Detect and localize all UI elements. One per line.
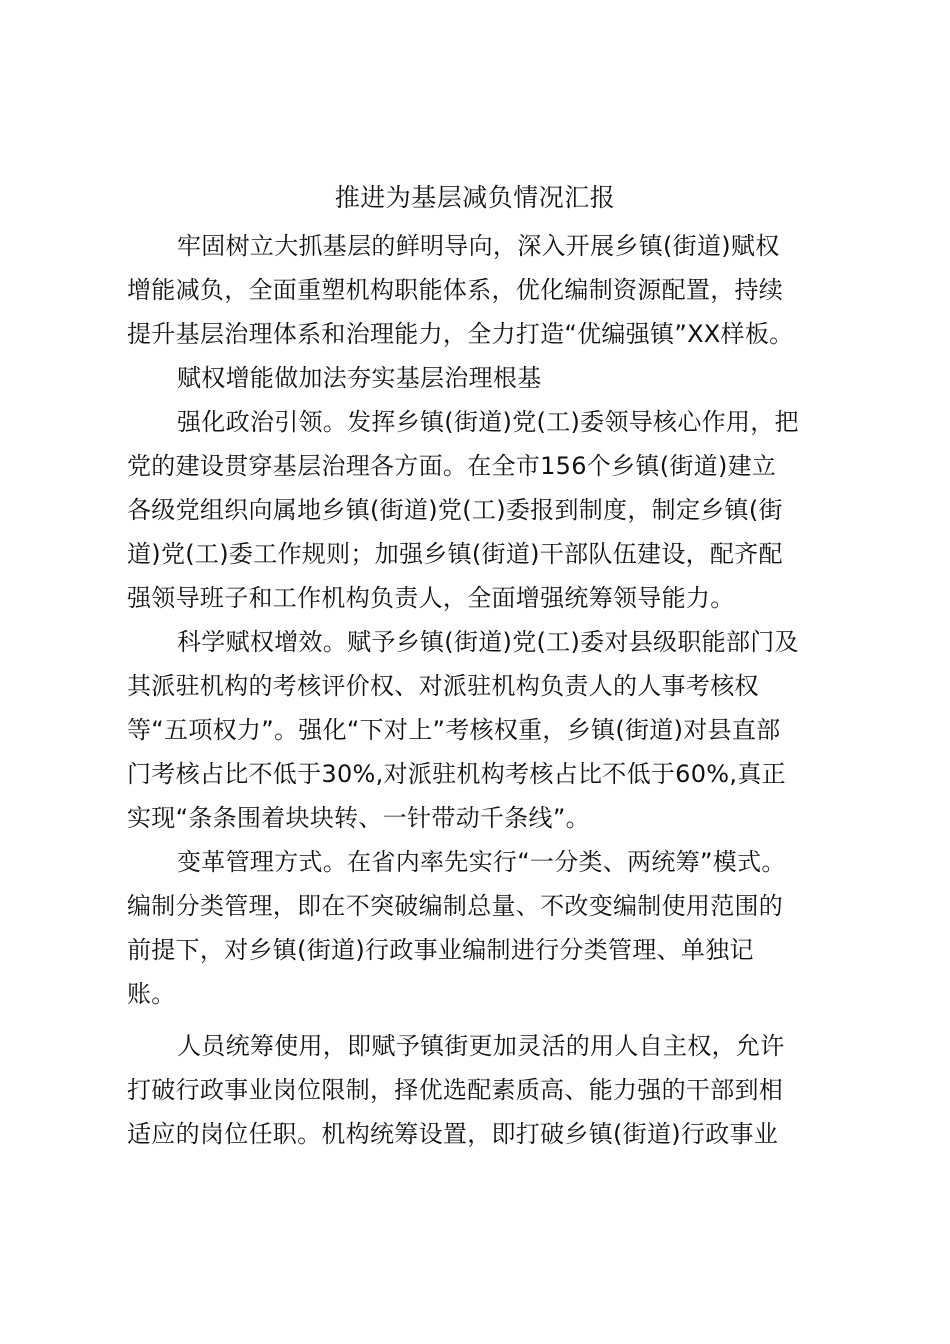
text-line: 打破行政事业岗位限制，择优选配素质高、能力强的干部到相 (127, 1076, 784, 1104)
section-heading: 赋权增能做加法夯实基层治理根基 (177, 364, 542, 392)
text-line: 人员统筹使用，即赋予镇街更加灵活的用人自主权，允许 (177, 1032, 785, 1060)
text-line: 提升基层治理体系和治理能力，全力打造“优编强镇”XX样板。 (127, 320, 794, 348)
text-line: 前提下，对乡镇(街道)行政事业编制进行分类管理、单独记 (127, 936, 754, 964)
text-line: 各级党组织向属地乡镇(街道)党(工)委报到制度，制定乡镇(街 (127, 496, 783, 524)
text-line: 强化政治引领。发挥乡镇(街道)党(工)委领导核心作用，把 (177, 408, 799, 436)
document-body (127, 224, 833, 1156)
text-line: 账。 (127, 980, 176, 1008)
text-line: 其派驻机构的考核评价权、对派驻机构负责人的人事考核权 (127, 672, 759, 700)
text-line: 党的建设贯穿基层治理各方面。在全市156个乡镇(街道)建立 (127, 452, 777, 480)
text-line: 等“五项权力”。强化“下对上”考核权重，乡镇(街道)对县直部 (127, 716, 781, 744)
text-line: 道)党(工)委工作规则；加强乡镇(街道)干部队伍建设，配齐配 (127, 540, 783, 568)
text-line: 变革管理方式。在省内率先实行“一分类、两统筹”模式。 (177, 848, 786, 876)
text-line: 强领导班子和工作机构负责人，全面增强统筹领导能力。 (127, 584, 735, 612)
document-title: 推进为基层减负情况汇报 (334, 183, 616, 212)
text-line: 实现“条条围着块块转、一针带动千条线”。 (127, 804, 590, 832)
text-line: 牢固树立大抓基层的鲜明导向，深入开展乡镇(街道)赋权 (177, 232, 780, 260)
text-line: 适应的岗位任职。机构统筹设置，即打破乡镇(街道)行政事业 (127, 1120, 779, 1148)
text-line: 增能减负，全面重塑机构职能体系，优化编制资源配置，持续 (127, 276, 784, 304)
text-line: 门考核占比不低于30%,对派驻机构考核占比不低于60%,真正 (127, 760, 786, 788)
text-line: 科学赋权增效。赋予乡镇(街道)党(工)委对县级职能部门及 (177, 628, 799, 656)
text-line: 编制分类管理，即在不突破编制总量、不改变编制使用范围的 (127, 892, 784, 920)
